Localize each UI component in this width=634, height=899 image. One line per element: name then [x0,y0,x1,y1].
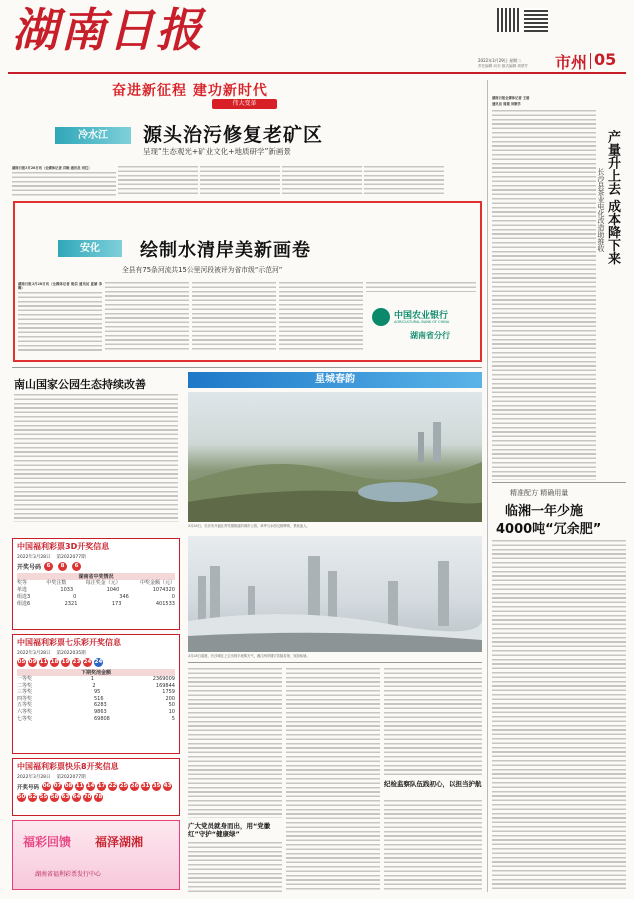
lottery-3d [12,538,180,630]
city-tag-label: 冷水江 [78,130,108,141]
right-credit-2: 通讯员 周璟 刘敬学 [492,102,521,106]
table-row: 四等奖 516 200 [17,695,175,702]
lottery-qlc-ball: 24 [83,659,92,665]
lottery-kl8-ball: 70 [83,794,92,800]
lottery-qlc-ball: 05 [17,659,26,665]
story1-body-col5 [364,166,444,197]
photo-section-title: 星城春韵 [315,374,355,385]
welfare-ad-line2: 福泽湖湘 [95,835,144,849]
welfare-ad-line3: 湖南省福利彩票发行中心 [35,871,102,878]
lottery-qlc-ball: 23 [72,659,81,665]
abc-name: 中国农业银行 [394,311,449,321]
lottery-kl8-ball: 64 [72,794,81,800]
edition-line: 责任编辑 向东 版式编辑 周梦芹 [478,64,529,68]
lottery-qlc-table-title: 下期奖池金额 [17,669,175,676]
lottery-kl8-ball: 17 [97,783,106,789]
lottery-kl8-ball: 26 [130,783,139,789]
lottery-kl8-label: 开奖号码 [17,784,40,791]
table-row: 三等奖 95 1759 [17,689,175,696]
lottery-kl8-ball: 11 [75,783,84,789]
photo-fog [188,536,482,652]
abc-logo-icon [372,308,390,326]
lottery-kl8-ball: 14 [86,783,95,789]
lottery-kl8-ball: 31 [141,783,150,789]
table-row: 单选 1033 1040 1074320 [17,587,175,593]
story2-byline: 湖南日报3月28日讯（全媒体记者 胡信 通讯员 夏颉 李卿） [18,282,102,291]
lottery-kl8 [12,758,180,816]
story1-body-col1 [12,172,116,197]
banner-subtitle: 伟大变革 [232,100,257,107]
lottery-qlc-date: 2022年3月28日 [17,651,51,656]
section-name: 市州 [555,53,588,72]
date-line: 2022年3月29日 星期二 [478,58,522,63]
lottery-qlc-issue: 第2022035期 [56,651,86,656]
story3-body [14,394,178,522]
table-row: 二等奖 2 169844 [17,682,175,689]
right-mid-body [492,540,626,892]
lottery-3d-title: 中国福利彩票3D开奖信息 [17,542,110,551]
lottery-kl8-ball: 07 [53,783,62,789]
lottery-3d-ball: 6 [72,562,81,571]
right-top-body [492,110,596,480]
story2-body-col4 [279,282,363,352]
lottery-kl8-ball: 35 [152,783,161,789]
lottery-kl8-date: 2022年3月28日 [17,775,51,780]
lottery-kl8-ball: 78 [94,794,103,800]
lottery-qlc-ball: 19 [61,659,70,665]
story1-body-col2 [118,166,198,197]
bottom-story2-body-b [384,800,482,892]
table-row: 一等奖 1 2369009 [17,676,175,682]
lottery-kl8-ball: 06 [42,783,51,789]
story2-body-col5 [366,282,476,292]
abc-sponsor [370,302,478,354]
page-number: 05 [594,50,617,69]
table-row: 六等奖 9863 10 [17,708,175,715]
right-vertical-headline: 产量升上去 成本降下来 [605,130,620,265]
photo-park-drawing [188,392,482,522]
story2-subhead: 全县有75条河流共15公里河段被评为省市级“示范河” [122,266,283,274]
story2-headline: 绘制水清岸美新画卷 [140,240,311,261]
welfare-ad [12,820,180,890]
city-tag-anhua [58,240,122,257]
qr-code [497,8,521,32]
bottom-story1-body-a [188,668,282,818]
lottery-qlc [12,634,180,754]
banner [12,80,482,110]
column-divider-right [487,80,488,892]
story1-byline: 湖南日报3月28日讯（全媒体记者 肖畅 通讯员 刘红） [12,166,92,170]
table-row: 组选3 0 346 0 [17,594,175,600]
lottery-3d-ball: 6 [44,562,53,571]
story1-subhead: 呈现“生态观光+矿业文化+地质研学”新画景 [143,147,291,156]
masthead-rule [8,72,626,74]
masthead-logo: 湖南日报 [12,3,204,57]
lottery-qlc-title: 中国福利彩票七乐彩开奖信息 [17,638,121,647]
right-vertical-subhead: 长沙县茶业电化改造助推收 [597,168,605,252]
lottery-kl8-ball: 25 [119,783,128,789]
photo-fog-drawing [188,536,482,652]
city-tag-label: 安化 [80,243,100,254]
bottom-rule [188,662,482,663]
lottery-3d-label: 开奖号码 [17,564,42,571]
story1-body-col3 [200,166,280,197]
lottery-qlc-ball: 11 [39,659,48,665]
lottery-kl8-ball: 63 [61,794,70,800]
lottery-kl8-issue: 第2022077期 [56,775,86,780]
lottery-kl8-ball: 22 [108,783,117,789]
photo-section-title-bar [188,372,482,388]
bottom-story1-body-c [286,668,380,892]
bottom-story2-headline: 纪检监察队伍践初心，以担当护航 [384,780,482,788]
lottery-3d-issue: 第2022077期 [56,555,86,560]
table-row: 五等奖 6283 50 [17,702,175,709]
story1-body-col4 [282,166,362,197]
lottery-qlc-ball: 09 [28,659,37,665]
story2-body-col2 [105,282,189,352]
right-mid-rule [492,482,626,483]
abc-name-en: AGRICULTURAL BANK OF CHINA [394,320,450,324]
story3-headline: 南山国家公园生态持续改善 [14,378,146,391]
story1-headline: 源头治污修复老矿区 [143,124,324,146]
welfare-ad-line1: 福彩回馈 [23,835,72,849]
lottery-kl8-ball: 43 [163,783,172,789]
right-mid-headline-1: 临湘一年少施 [505,504,584,519]
lottery-kl8-ball: 58 [50,794,59,800]
lottery-kl8-ball: 08 [64,783,73,789]
photo-fog-caption: 3月28日清晨，长沙城区上空出现平流雾天气，湘江两岸楼宇若隐若现，宛如仙境。 [188,654,310,658]
lottery-qlc-special-ball: 24 [94,659,103,665]
table-row: 组选6 2321 173 401533 [17,601,175,607]
lottery-kl8-ball: 55 [39,794,48,800]
story2-body-col1 [18,292,102,352]
banner-title: 奋进新征程 建功新时代 [112,83,268,99]
banner-subtitle-bar [212,99,277,109]
lottery-kl8-ball: 52 [28,794,37,800]
right-mid-tag: 精准配方 精确用量 [510,489,569,497]
photo-park [188,392,482,522]
right-credit-1: 湖南日报全媒体记者 王晗 [492,96,530,100]
lottery-kl8-ball: 50 [17,794,26,800]
city-tag-lengshuijiang [55,127,131,144]
lottery-3d-ball: 8 [58,562,67,571]
section-rule-2 [12,367,482,368]
qr-code-2 [524,8,548,32]
right-mid-headline-2: 4000吨“冗余肥” [496,522,602,537]
bottom-story1-headline: 广大党员就身而出，用“党徽红”守护“健康绿” [188,822,271,838]
bottom-story1-body-b [188,842,282,892]
lottery-qlc-ball: 18 [50,659,59,665]
lottery-kl8-title: 中国福利彩票快乐8开奖信息 [17,762,119,771]
abc-branch: 湖南省分行 [410,331,450,340]
table-row: 七等奖 69808 5 [17,715,175,722]
section-divider [590,53,591,69]
bottom-story2-body-a [384,668,482,776]
photo-park-caption: 3月28日，长沙市开福区青竹湖街道的城市公园，草坪与水面交相辉映，景致迷人。 [188,524,310,528]
lottery-3d-table-title: 湖南省中奖情况 [17,573,175,580]
story2-body-col3 [192,282,276,352]
lottery-3d-date: 2022年3月28日 [17,555,51,560]
table-header: 奖等 中奖注数 每注奖金（元） 中奖金额（元） [17,580,175,586]
